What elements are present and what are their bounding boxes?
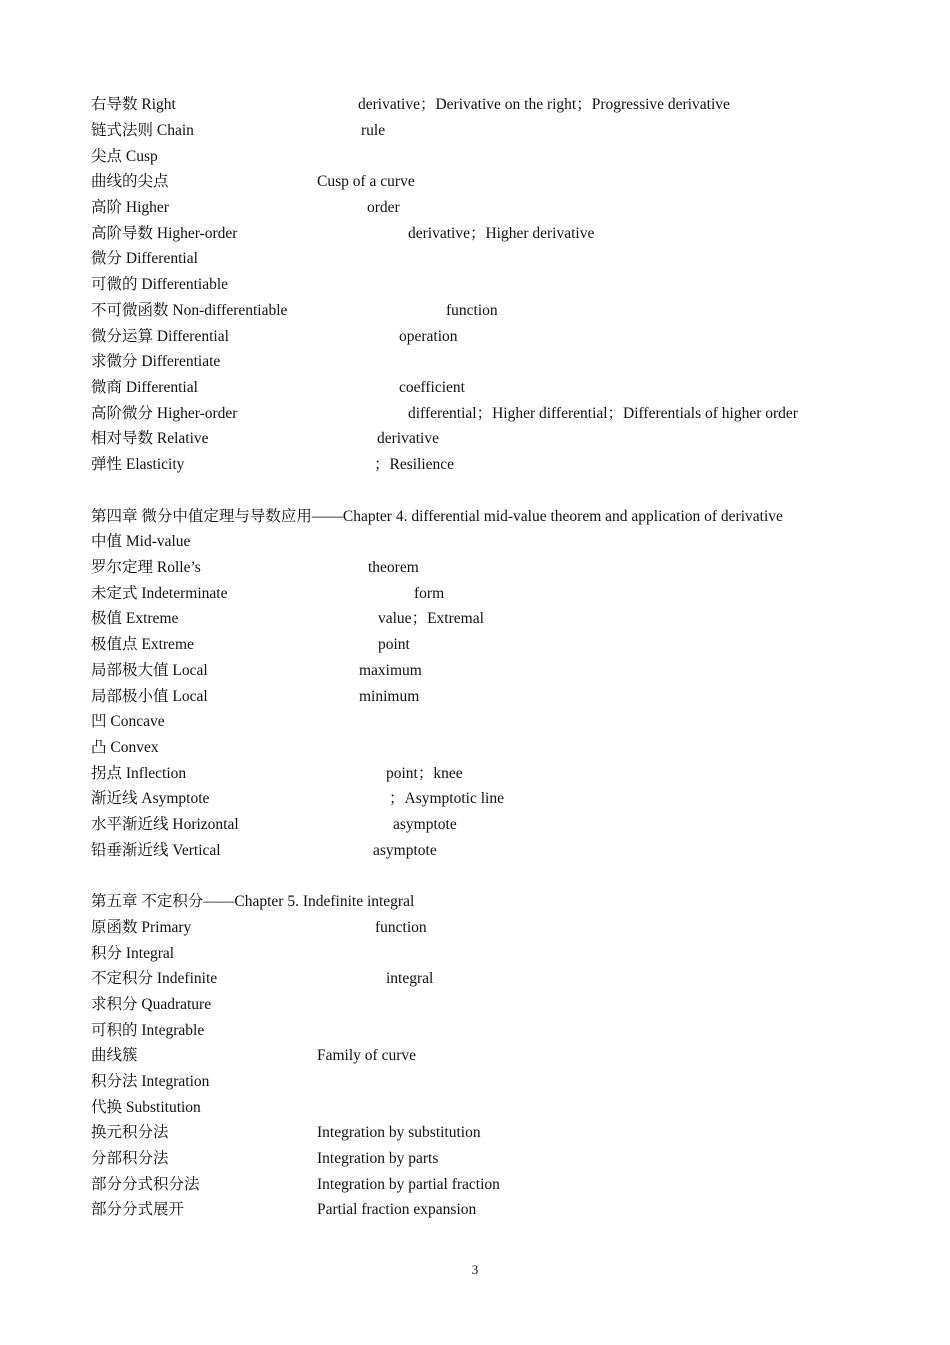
- term-cn: 曲线的尖点: [91, 173, 169, 190]
- term-en: Family of curve: [317, 1047, 417, 1064]
- term-cn: 原函数 Primary: [91, 919, 192, 936]
- term-cn: 高阶 Higher: [91, 199, 169, 216]
- term-cn: 极值点 Extreme: [91, 636, 194, 653]
- term-en: form: [414, 585, 445, 602]
- term-en: minimum: [359, 688, 420, 705]
- term-en: rule: [361, 122, 386, 139]
- term-cn: 积分法 Integration: [91, 1073, 210, 1090]
- term-cn: 极值 Extreme: [91, 610, 179, 627]
- term-cn: 曲线簇: [91, 1047, 138, 1064]
- term-cn: 凹 Concave: [91, 713, 165, 730]
- term-cn: 中值 Mid-value: [91, 533, 191, 550]
- term-en: derivative；Derivative on the right；Progressive derivative: [358, 96, 730, 113]
- term-en: point: [378, 636, 410, 653]
- term-en: Integration by parts: [317, 1150, 439, 1167]
- term-cn: 积分 Integral: [91, 945, 175, 962]
- term-en: ；Resilience: [374, 456, 455, 473]
- term-en: point；knee: [386, 765, 463, 782]
- term-en: derivative: [377, 430, 439, 447]
- term-cn: 罗尔定理 Rolle’s: [91, 559, 201, 576]
- chapter-title: 第五章 不定积分——Chapter 5. Indefinite integral: [91, 893, 415, 910]
- term-cn: 高阶微分 Higher-order: [91, 405, 238, 422]
- term-cn: 凸 Convex: [91, 739, 159, 756]
- term-cn: 相对导数 Relative: [91, 430, 209, 447]
- term-en: theorem: [368, 559, 419, 576]
- term-cn: 不可微函数 Non-differentiable: [91, 302, 288, 319]
- term-en: Cusp of a curve: [317, 173, 415, 190]
- term-cn: 右导数 Right: [91, 96, 176, 113]
- term-cn: 部分分式积分法: [91, 1176, 200, 1193]
- term-cn: 链式法则 Chain: [91, 122, 194, 139]
- chapter-title: 第四章 微分中值定理与导数应用——Chapter 4. differential mid-value theorem and application of derivative: [91, 508, 783, 525]
- term-en: derivative；Higher derivative: [408, 225, 595, 242]
- term-cn: 微分运算 Differential: [91, 328, 229, 345]
- term-cn: 代换 Substitution: [91, 1099, 201, 1116]
- term-cn: 局部极小值 Local: [91, 688, 208, 705]
- term-cn: 求微分 Differentiate: [91, 353, 221, 370]
- term-en: asymptote: [393, 816, 457, 833]
- term-en: function: [375, 919, 427, 936]
- term-cn: 水平渐近线 Horizontal: [91, 816, 239, 833]
- term-en: integral: [386, 970, 434, 987]
- term-cn: 铅垂渐近线 Vertical: [91, 842, 221, 859]
- term-cn: 分部积分法: [91, 1150, 169, 1167]
- term-cn: 可微的 Differentiable: [91, 276, 229, 293]
- term-cn: 拐点 Inflection: [91, 765, 187, 782]
- term-en: function: [446, 302, 498, 319]
- term-en: differential；Higher differential；Differentials of higher order: [408, 405, 798, 422]
- term-cn: 微商 Differential: [91, 379, 198, 396]
- term-en: operation: [399, 328, 458, 345]
- term-cn: 高阶导数 Higher-order: [91, 225, 238, 242]
- term-cn: 部分分式展开: [91, 1201, 185, 1218]
- term-cn: 可积的 Integrable: [91, 1022, 205, 1039]
- term-en: maximum: [359, 662, 422, 679]
- term-cn: 微分 Differential: [91, 250, 198, 267]
- term-cn: 渐近线 Asymptote: [91, 790, 210, 807]
- term-en: ；Asymptotic line: [389, 790, 504, 807]
- term-en: coefficient: [399, 379, 465, 396]
- term-en: order: [367, 199, 400, 216]
- term-en: Integration by partial fraction: [317, 1176, 500, 1193]
- term-cn: 未定式 Indeterminate: [91, 585, 228, 602]
- term-cn: 局部极大值 Local: [91, 662, 208, 679]
- term-en: asymptote: [373, 842, 437, 859]
- page-number: 3: [471, 1262, 479, 1277]
- term-cn: 求积分 Quadrature: [91, 996, 212, 1013]
- term-cn: 不定积分 Indefinite: [91, 970, 218, 987]
- term-en: Integration by substitution: [317, 1124, 481, 1141]
- term-en: Partial fraction expansion: [317, 1201, 477, 1218]
- term-en: value；Extremal: [378, 610, 484, 627]
- term-cn: 弹性 Elasticity: [91, 456, 185, 473]
- term-cn: 尖点 Cusp: [91, 148, 158, 165]
- term-cn: 换元积分法: [91, 1124, 169, 1141]
